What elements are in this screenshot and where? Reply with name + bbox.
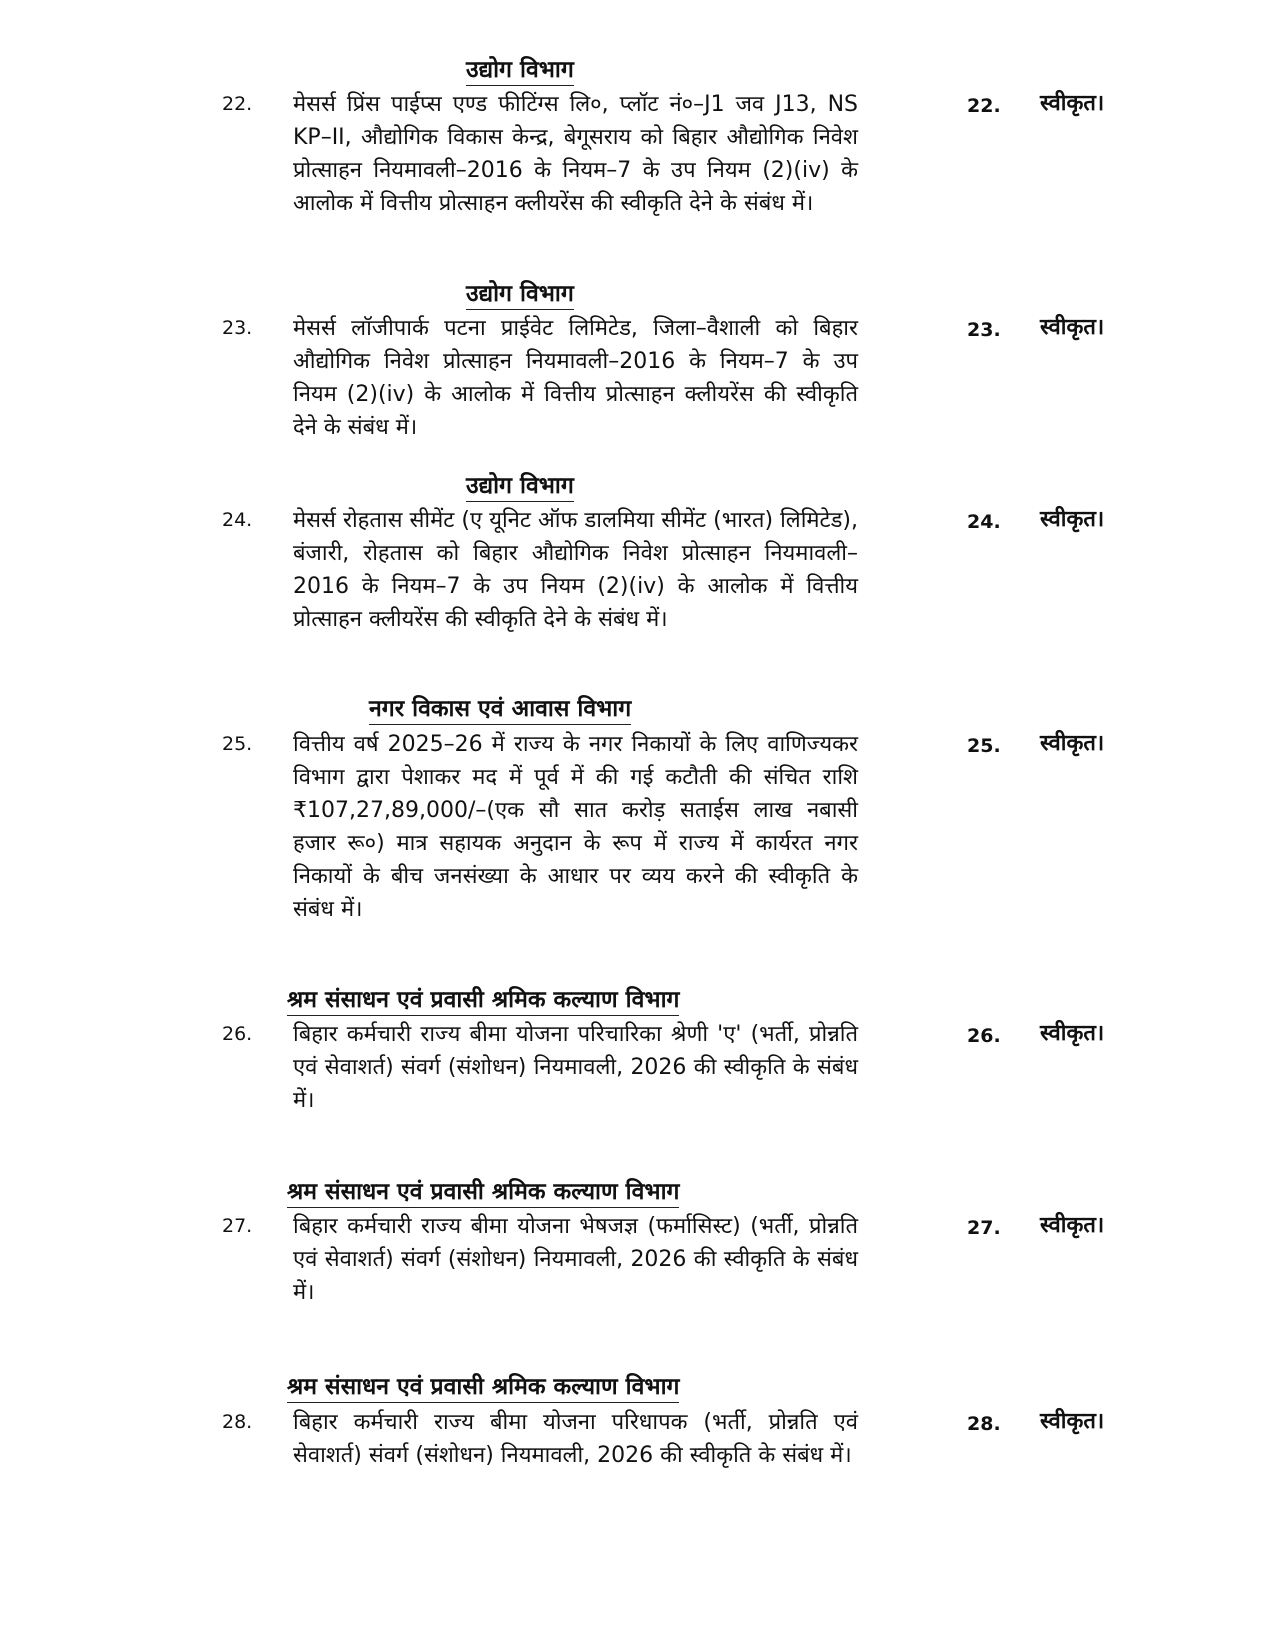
item-description: बिहार कर्मचारी राज्य बीमा योजना भेषजज्ञ (फर्मासिस्ट) (भर्ती, प्रोन्नति एवं सेवाशर्त) संवर्ग (संशोधन) नियमावली, 2026 की स्वीकृति के संबंध में। [293, 1214, 858, 1305]
department-heading: उद्योग विभाग [466, 56, 574, 86]
item-description: बिहार कर्मचारी राज्य बीमा योजना परिचारिका श्रेणी 'ए' (भर्ती, प्रोन्नति एवं सेवाशर्त) संवर्ग (संशोधन) नियमावली, 2026 की स्वीकृति के संबंध में। [293, 1022, 858, 1113]
decision-number: 24. [967, 511, 1001, 533]
decision-status: स्वीकृत। [1040, 1409, 1105, 1434]
item-description: मेसर्स रोहतास सीमेंट (ए यूनिट ऑफ डालमिया सीमेंट (भारत) लिमिटेड), बंजारी, रोहतास को बिहार औद्योगिक निवेश प्रोत्साहन नियमावली–2016 के नियम–7 के उप नियम (2)(iv) के आलोक में वित्तीय प्रोत्साहन क्लीयरेंस की स्वीकृति देने के संबंध में। [293, 508, 858, 632]
item-number: 27. [222, 1215, 253, 1237]
item-number: 26. [222, 1023, 253, 1045]
decision-number: 27. [967, 1217, 1001, 1239]
item-number: 25. [222, 733, 253, 755]
decision-status: स्वीकृत। [1040, 507, 1105, 532]
decision-status: स्वीकृत। [1040, 1213, 1105, 1238]
item-description: वित्तीय वर्ष 2025–26 में राज्य के नगर निकायों के लिए वाणिज्यकर विभाग द्वारा पेशाकर मद में पूर्व में की गई कटौती की संचित राशि ₹107,27,89,000/–(एक सौ सात करोड़ सताईस लाख नबासी हजार रू०) मात्र सहायक अनुदान के रूप में राज्य में कार्यरत नगर निकायों के बीच जनसंख्या के आधार पर व्यय करने की स्वीकृति के संबंध में। [293, 732, 858, 922]
department-heading: उद्योग विभाग [466, 280, 574, 310]
decision-number: 26. [967, 1025, 1001, 1047]
decision-status: स्वीकृत। [1040, 91, 1105, 116]
decision-number: 22. [967, 95, 1001, 117]
decision-number: 25. [967, 735, 1001, 757]
item-description: मेसर्स प्रिंस पाईप्स एण्ड फीटिंग्स लि०, प्लॉट नं०–J1 जव J13, NS KP–II, औद्योगिक विकास केन्द्र, बेगूसराय को बिहार औद्योगिक निवेश प्रोत्साहन नियमावली–2016 के नियम–7 के उप नियम (2)(iv) के आलोक में वित्तीय प्रोत्साहन क्लीयरेंस की स्वीकृति देने के संबंध में। [293, 92, 858, 216]
item-description: बिहार कर्मचारी राज्य बीमा योजना परिधापक (भर्ती, प्रोन्नति एवं सेवाशर्त) संवर्ग (संशोधन) नियमावली, 2026 की स्वीकृति के संबंध में। [293, 1410, 858, 1468]
department-heading: नगर विकास एवं आवास विभाग [369, 695, 631, 725]
decision-status: स्वीकृत। [1040, 315, 1105, 340]
decision-number: 23. [967, 319, 1001, 341]
department-heading: श्रम संसाधन एवं प्रवासी श्रमिक कल्याण विभाग [287, 1373, 679, 1403]
item-number: 28. [222, 1411, 253, 1433]
item-number: 22. [222, 93, 253, 115]
item-number: 23. [222, 317, 253, 339]
department-heading: श्रम संसाधन एवं प्रवासी श्रमिक कल्याण विभाग [287, 986, 679, 1016]
item-description: मेसर्स लॉजीपार्क पटना प्राईवेट लिमिटेड, जिला–वैशाली को बिहार औद्योगिक निवेश प्रोत्साहन नियमावली–2016 के नियम–7 के उप नियम (2)(iv) के आलोक में वित्तीय प्रोत्साहन क्लीयरेंस की स्वीकृति देने के संबंध में। [293, 316, 858, 440]
decision-status: स्वीकृत। [1040, 1021, 1105, 1046]
item-number: 24. [222, 509, 253, 531]
decision-number: 28. [967, 1413, 1001, 1435]
department-heading: उद्योग विभाग [466, 472, 574, 502]
department-heading: श्रम संसाधन एवं प्रवासी श्रमिक कल्याण विभाग [287, 1178, 679, 1208]
decision-status: स्वीकृत। [1040, 731, 1105, 756]
